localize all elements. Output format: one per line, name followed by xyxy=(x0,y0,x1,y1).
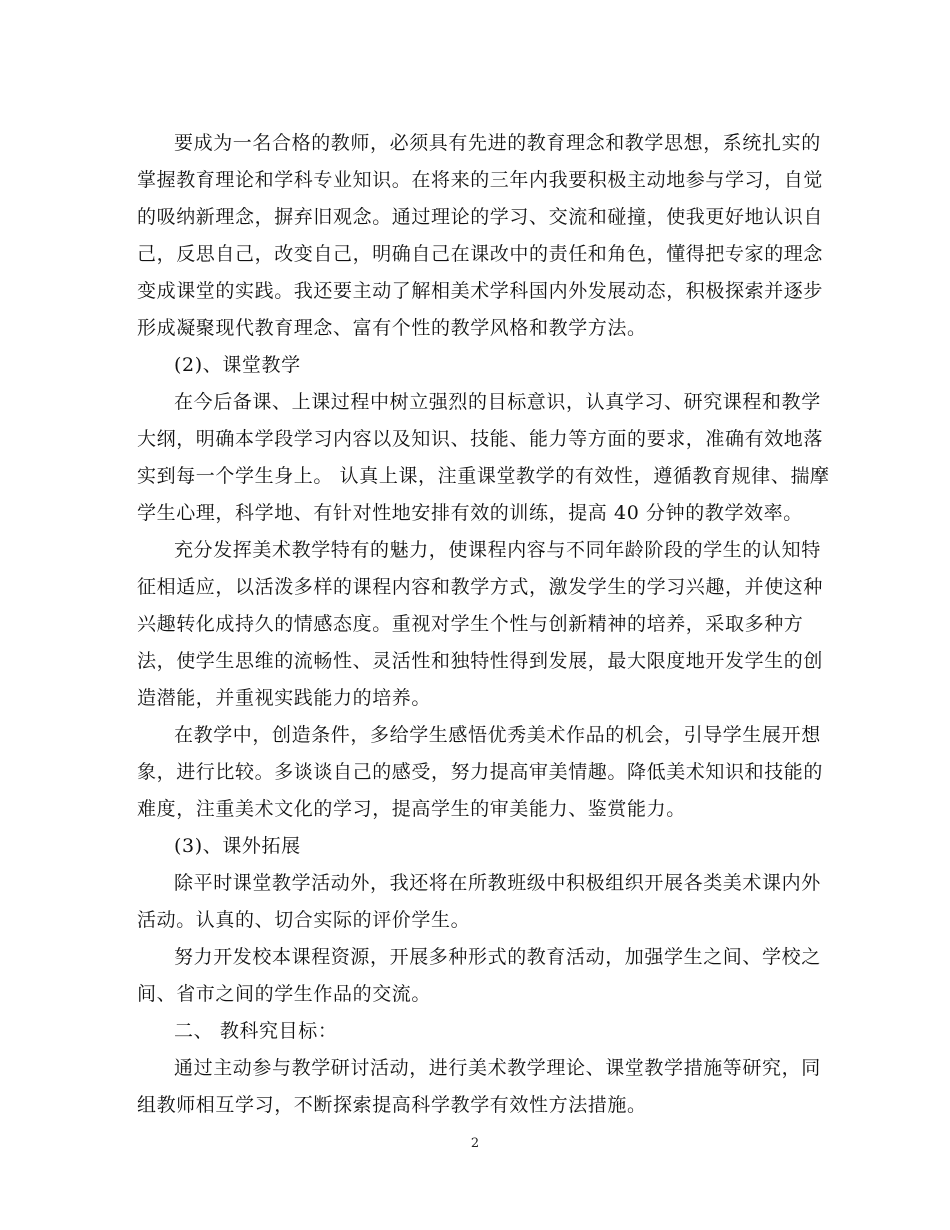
paragraph-line: 难度，注重美术文化的学习，提高学生的审美能力、鉴赏能力。 xyxy=(137,798,686,820)
paragraph-line: 变成课堂的实践。我还要主动了解相美术学科国内外发展动态，积极探索并逐步 xyxy=(137,280,824,302)
paragraph-line: 己，反思自己，改变自己，明确自己在课改中的责任和角色，懂得把专家的理念 xyxy=(137,243,824,265)
paragraph-line: 征相适应，以活泼多样的课程内容和教学方式，激发学生的学习兴趣，并使这种 xyxy=(137,576,824,598)
paragraph-line: 大纲，明确本学段学习内容以及知识、技能、能力等方面的要求，准确有效地落 xyxy=(137,428,824,450)
paragraph-line: 要成为一名合格的教师，必须具有先进的教育理念和教学思想，系统扎实的 xyxy=(174,132,821,154)
paragraph-line: 象，进行比较。多谈谈自己的感受，努力提高审美情趣。降低美术知识和技能的 xyxy=(137,761,824,783)
section-heading: (3)、课外拓展 xyxy=(174,835,301,857)
paragraph-line: 间、省市之间的学生作品的交流。 xyxy=(137,983,432,1005)
paragraph-line: 的吸纳新理念，摒弃旧观念。通过理论的学习、交流和碰撞，使我更好地认识自 xyxy=(137,206,824,228)
paragraph-line: 组教师相互学习，不断探索提高科学教学有效性方法措施。 xyxy=(137,1094,647,1116)
paragraph-line: 通过主动参与教学研讨活动，进行美术教学理论、课堂教学措施等研究，同 xyxy=(174,1057,821,1079)
paragraph-line: 实到每一个学生身上。 认真上课，注重课堂教学的有效性，遵循教育规律、揣摩 xyxy=(137,465,830,487)
section-heading: (2)、课堂教学 xyxy=(174,354,301,376)
paragraph-line: 造潜能，并重视实践能力的培养。 xyxy=(137,687,432,709)
paragraph-line: 充分发挥美术教学特有的魅力，使课程内容与不同年龄阶段的学生的认知特 xyxy=(174,539,821,561)
paragraph-line: 活动。认真的、切合实际的评价学生。 xyxy=(137,909,471,931)
paragraph-line: 在今后备课、上课过程中树立强烈的目标意识，认真学习、研究课程和教学 xyxy=(174,391,821,413)
paragraph-line: 学生心理，科学地、有针对性地安排有效的训练，提高 40 分钟的教学效率。 xyxy=(137,502,803,524)
paragraph-line: 形成凝聚现代教育理念、富有个性的教学风格和教学方法。 xyxy=(137,317,647,339)
paragraph-line: 法，使学生思维的流畅性、灵活性和独特性得到发展，最大限度地开发学生的创 xyxy=(137,650,824,672)
section-heading: 二、 教科究目标： xyxy=(174,1020,338,1042)
paragraph-line: 兴趣转化成持久的情感态度。重视对学生个性与创新精神的培养，采取多种方 xyxy=(137,613,804,635)
page-number: 2 xyxy=(470,1136,480,1151)
paragraph-line: 掌握教育理论和学科专业知识。在将来的三年内我要积极主动地参与学习，自觉 xyxy=(137,169,824,191)
paragraph-line: 在教学中，创造条件，多给学生感悟优秀美术作品的机会，引导学生展开想 xyxy=(174,724,821,746)
paragraph-line: 除平时课堂教学活动外，我还将在所教班级中积极组织开展各类美术课内外 xyxy=(174,872,821,894)
paragraph-line: 努力开发校本课程资源，开展多种形式的教育活动，加强学生之间、学校之 xyxy=(174,946,821,968)
